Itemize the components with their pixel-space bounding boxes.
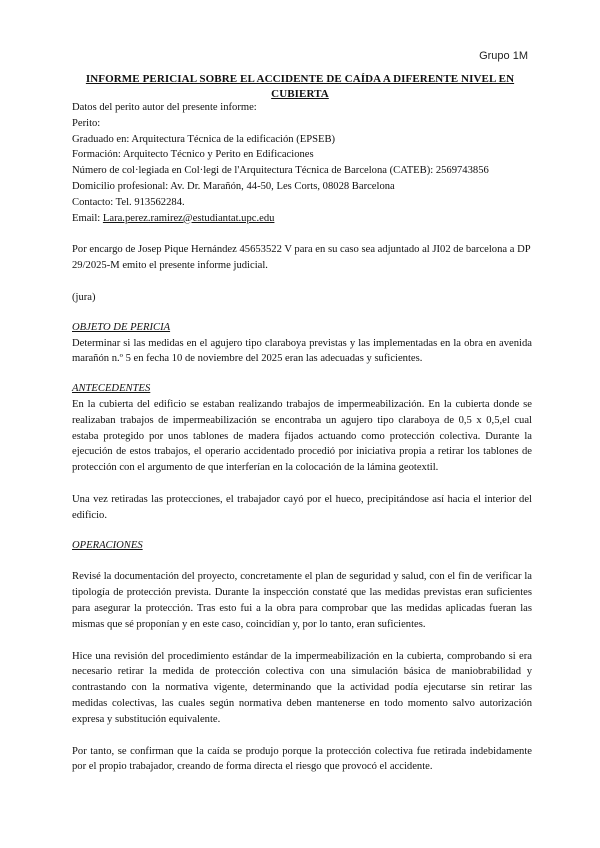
expert-domicilio: Domicilio profesional: Av. Dr. Marañón, 44-50, Les Corts, 08028 Barcelona <box>72 180 395 192</box>
email-link[interactable]: Lara.perez.ramirez@estudiantat.upc.edu <box>102 212 275 224</box>
expert-contacto: Contacto: Tel. 913562284. <box>72 196 185 208</box>
report-title: INFORME PERICIAL SOBRE EL ACCIDENTE DE CAÍDA A DIFERENTE NIVEL EN CUBIERTA <box>85 73 515 100</box>
group-label: Grupo 1M <box>479 50 528 62</box>
section-title-antecedentes: ANTECEDENTES <box>72 383 151 395</box>
section-title-objeto: OBJETO DE PERICIA <box>72 321 171 333</box>
expert-intro: Datos del perito autor del presente informe: <box>72 102 257 113</box>
antecedentes-paragraph-2: Una vez retiradas las protecciones, el trabajador cayó por el hueco, precipitándose así hacia el interior del edificio. <box>72 493 532 521</box>
expert-formacion: Formación: Arquitecto Técnico y Perito en Edificaciones <box>72 149 314 161</box>
expert-email-line <box>72 211 532 227</box>
expert-graduado: Graduado en: Arquitectura Técnica de la edificación (EPSEB) <box>72 133 336 145</box>
expert-colegiado: Número de col·legiada en Col·legi de l'Arquitectura Técnica de Barcelona (CATEB): 2569743856 <box>72 165 489 177</box>
email-label: Email: <box>72 212 103 224</box>
objeto-paragraph: Determinar si las medidas en el agujero tipo claraboya previstas y las implementadas en la obra en avenida marañón n.º 5 en fecha 10 de noviembre del 2025 eran las adecuadas y suficientes. <box>72 337 532 365</box>
encargo-paragraph: Por encargo de Josep Pique Hernández 45653522 V para en su caso sea adjuntado al JI02 de barcelona a DP 29/2025-M emito el presente informe judicial. <box>72 244 531 272</box>
operaciones-paragraph-1: Revisé la documentación del proyecto, concretamente el plan de seguridad y salud, con el fin de verificar la tipología de protección prevista. Durante la inspección constaté que las medidas previstas eran suficientes para asegurar la protección. Tras esto fui a la obra para comprobar que las medidas aplicadas fueran las mismas que sé proponían y en este caso, coincidían y, por lo tanto, eran suficientes. <box>72 571 532 630</box>
report-body <box>72 100 532 775</box>
antecedentes-paragraph-1: En la cubierta del edificio se estaban realizando trabajos de impermeabilización. En la cubierta donde se realizaban trabajos de impermeabilización se encontraba un agujero tipo claraboya de 0,5 x 0,5,el cual estaba protegido por unos tablones de madera fijados actuando como protección colectiva. Durante la ejecución de estos trabajos, el operario accidentado procedió por iniciativa propia a retirar los tablones de protección con el argumento de que interferían en la colocación de la lámina geotextil. <box>72 398 532 474</box>
expert-perito: Perito: <box>72 117 101 129</box>
operaciones-paragraph-3: Por tanto, se confirman que la caída se produjo porque la protección colectiva fue retirada indebidamente por el propio trabajador, creando de forma directa el riesgo que provocó el accidente. <box>72 745 532 773</box>
jura-text: (jura) <box>72 291 96 303</box>
section-title-operaciones: OPERACIONES <box>72 539 143 551</box>
operaciones-paragraph-2: Hice una revisión del procedimiento estándar de la impermeabilización en la cubierta, comprobando si era necesario retirar la medida de protección colectiva con una simulación básica de maniobrabilidad y contrastando con la normativa vigente, determinando que la actividad podía ejecutarse sin retirar las medidas colectivas, las cuales según normativa deben mantenerse en todo momento salvo autorización expresa y substitución equivalente. <box>72 650 532 725</box>
